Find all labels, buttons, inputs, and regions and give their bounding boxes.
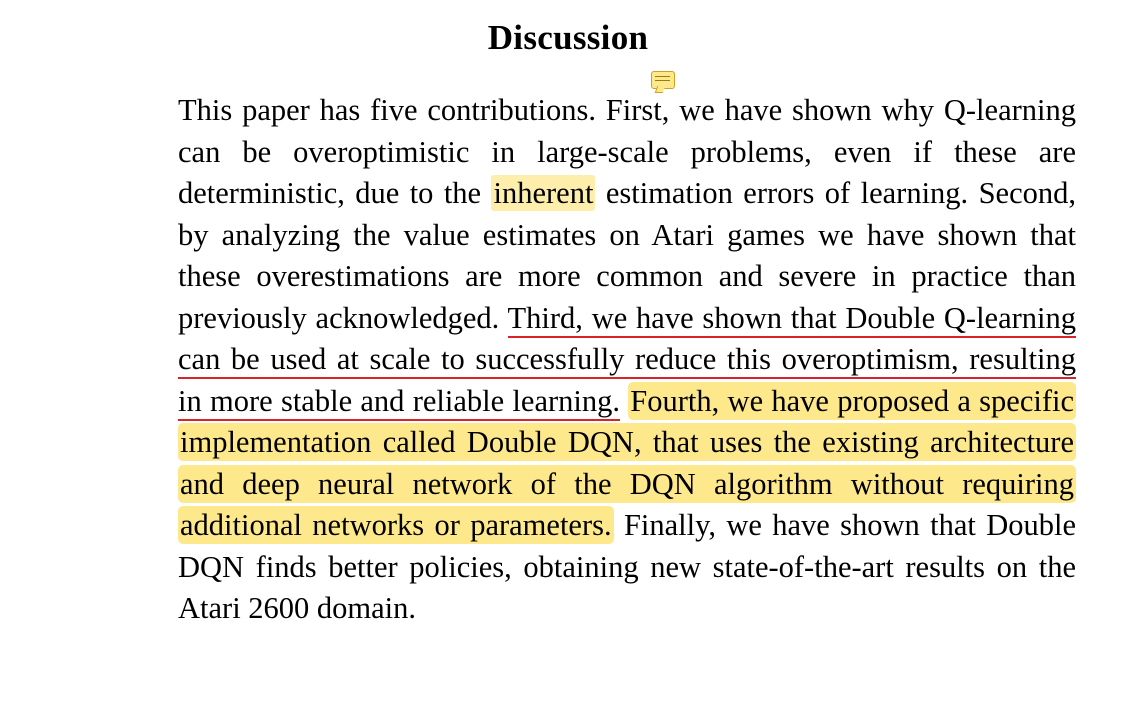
sticky-note-icon[interactable] xyxy=(651,71,675,89)
document-page xyxy=(0,18,1136,728)
text-segment-2: estimation errors of learning. Second, by analyzing the value estimates on Atari games we have shown that these overestimations are more common and severe in practice than previously acknowledged. xyxy=(178,176,1076,335)
discussion-paragraph xyxy=(178,90,1076,630)
underline-third-contribution[interactable]: Third, we have shown that Double Q-learning can be used at scale to successfully reduce this overoptimism, resulting in more stable and reliable learning. xyxy=(178,301,1076,421)
text-segment-1: This paper has five contributions. First, we have shown why Q-learning can be overoptimistic in large-scale problems, even if these are deterministic, due to the xyxy=(178,93,1076,210)
highlight-fourth-contribution[interactable]: Fourth, we have proposed a specific implementation called Double DQN, that uses the existing architecture and deep neural network of the DQN algorithm without requiring additional networks or parameters. xyxy=(180,383,1075,542)
highlight-inherent[interactable]: inherent xyxy=(493,176,594,210)
body-text-column xyxy=(178,90,1076,630)
text-segment-3: Finally, we have shown that Double DQN finds better policies, obtaining new state-of-the-art results on the Atari 2600 domain. xyxy=(178,508,1076,625)
page-title: Discussion xyxy=(487,18,649,57)
